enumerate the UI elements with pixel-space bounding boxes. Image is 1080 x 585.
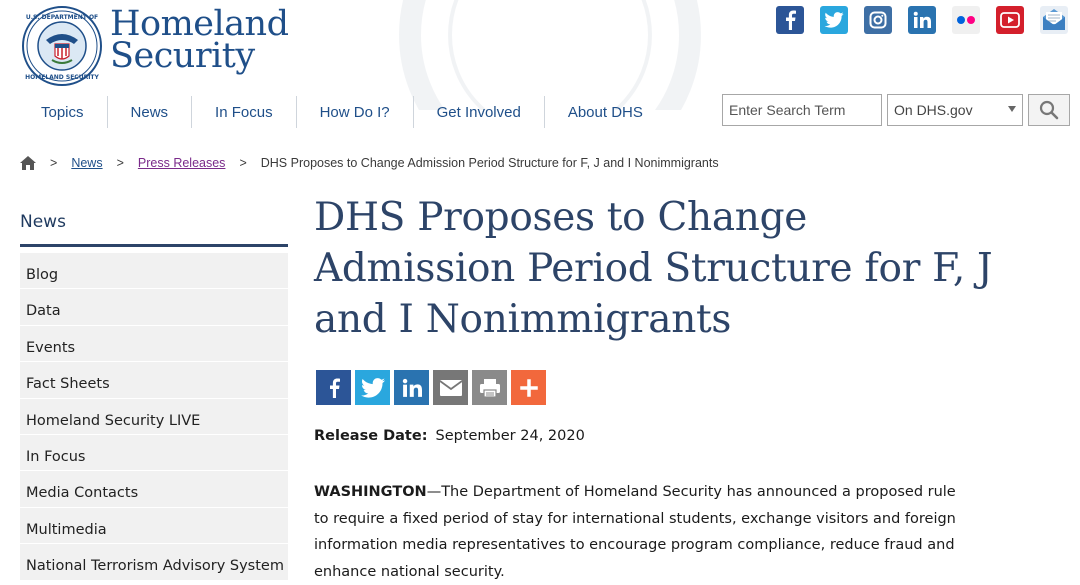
nav-get-involved[interactable]: Get Involved (414, 96, 545, 128)
facebook-icon[interactable] (776, 6, 804, 34)
chevron-down-icon (1008, 106, 1016, 112)
nav-in-focus[interactable]: In Focus (192, 96, 297, 128)
article-dateline: WASHINGTON (314, 484, 427, 500)
main-nav (18, 96, 666, 128)
print-icon[interactable] (472, 370, 507, 405)
release-date (314, 428, 585, 444)
breadcrumb-press-releases[interactable]: Press Releases (137, 156, 226, 170)
sidebar-item-blog[interactable]: Blog (20, 253, 288, 289)
sidebar-menu (20, 253, 288, 581)
site-header (0, 0, 1080, 95)
breadcrumb-separator: > (116, 156, 124, 170)
breadcrumb-separator: > (239, 156, 247, 170)
release-date-value: September 24, 2020 (435, 428, 585, 444)
home-icon[interactable] (20, 156, 36, 170)
sidebar-item-multimedia[interactable]: Multimedia (20, 508, 288, 544)
nav-news[interactable]: News (108, 96, 193, 128)
sidebar-item-events[interactable]: Events (20, 326, 288, 362)
sidebar-divider (20, 244, 288, 247)
youtube-icon[interactable] (996, 6, 1024, 34)
sidebar-item-fact-sheets[interactable]: Fact Sheets (20, 362, 288, 398)
logo-homeland: Homeland (110, 4, 289, 44)
logo-security: Security (110, 36, 255, 76)
breadcrumb-separator: > (50, 156, 58, 170)
site-logo-text[interactable] (110, 4, 289, 76)
article-body (314, 479, 974, 585)
breadcrumb-news[interactable]: News (71, 156, 103, 170)
search-scope-select[interactable] (887, 94, 1023, 126)
sidebar-title[interactable]: News (20, 212, 66, 232)
instagram-icon[interactable] (864, 6, 892, 34)
social-links (776, 6, 1068, 34)
twitter-share-icon[interactable] (355, 370, 390, 405)
search-scope-value: On DHS.gov (894, 102, 973, 118)
breadcrumb (20, 156, 719, 170)
sidebar-item-media-contacts[interactable]: Media Contacts (20, 471, 288, 507)
twitter-icon[interactable] (820, 6, 848, 34)
dhs-seal-logo[interactable] (22, 6, 102, 86)
share-toolbar (316, 370, 546, 405)
svg-text:HOMELAND SECURITY: HOMELAND SECURITY (25, 74, 99, 81)
nav-how-do-i[interactable]: How Do I? (297, 96, 414, 128)
more-share-icon[interactable] (511, 370, 546, 405)
facebook-share-icon[interactable] (316, 370, 351, 405)
svg-text:U.S. DEPARTMENT OF: U.S. DEPARTMENT OF (25, 14, 99, 21)
sidebar-item-in-focus[interactable]: In Focus (20, 435, 288, 471)
sidebar-item-ntas[interactable]: National Terrorism Advisory System (20, 544, 288, 580)
article-lead-paragraph: —The Department of Homeland Security has announced a proposed rule to require a fixed period of stay for international students, exchange visitors and foreign information media representatives to encourage program compliance, reduce fraud and enhance national security. (314, 484, 956, 580)
linkedin-icon[interactable] (908, 6, 936, 34)
linkedin-share-icon[interactable] (394, 370, 429, 405)
seal-watermark (360, 0, 740, 110)
search-icon (1039, 100, 1059, 120)
page-title: DHS Proposes to Change Admission Period Structure for F, J and I Nonimmigrants (314, 195, 993, 342)
sidebar-item-homeland-security-live[interactable]: Homeland Security LIVE (20, 399, 288, 435)
search-input[interactable] (722, 94, 882, 126)
release-date-label: Release Date: (314, 428, 428, 444)
sidebar-item-data[interactable]: Data (20, 289, 288, 325)
nav-topics[interactable]: Topics (18, 96, 108, 128)
breadcrumb-current: DHS Proposes to Change Admission Period Structure for F, J and I Nonimmigrants (260, 156, 719, 170)
email-share-icon[interactable] (433, 370, 468, 405)
search-button[interactable] (1028, 94, 1070, 126)
nav-about-dhs[interactable]: About DHS (567, 104, 643, 121)
email-updates-icon[interactable] (1040, 6, 1068, 34)
flickr-icon[interactable] (952, 6, 980, 34)
